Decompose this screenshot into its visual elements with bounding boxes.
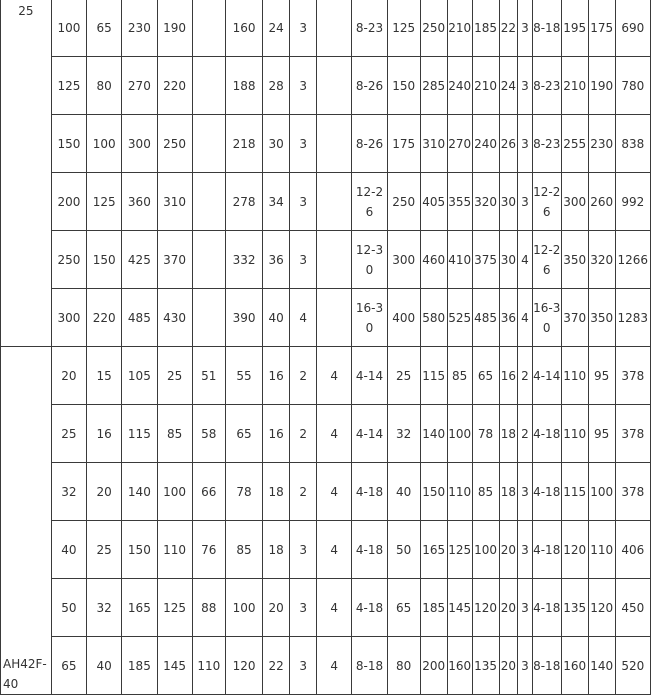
table-cell: 40 (51, 521, 86, 579)
table-cell: 230 (122, 0, 157, 57)
table-cell: 3 (290, 0, 317, 57)
table-cell: 4 (317, 521, 352, 579)
table-cell: 36 (263, 231, 290, 289)
table-row (1, 231, 651, 289)
table-cell: 485 (122, 289, 157, 347)
table-cell: 220 (157, 57, 192, 115)
table-cell: 8-23 (532, 57, 561, 115)
table-cell: 20 (263, 579, 290, 637)
table-cell (317, 289, 352, 347)
table-cell: 120 (588, 579, 615, 637)
table-cell: 15 (87, 347, 122, 405)
table-cell: 32 (387, 405, 420, 463)
table-cell: 4 (518, 289, 533, 347)
table-cell: 8-23 (352, 0, 387, 57)
table-cell: 115 (561, 463, 588, 521)
table-cell: 18 (499, 463, 518, 521)
table-cell: 16 (263, 347, 290, 405)
table-cell: 185 (420, 579, 447, 637)
table-cell: 22 (499, 0, 518, 57)
model-cell (1, 0, 52, 347)
table-cell: 780 (615, 57, 650, 115)
table-cell: 80 (87, 57, 122, 115)
table-cell: 95 (588, 347, 615, 405)
table-cell: 1283 (615, 289, 650, 347)
table-cell: 255 (561, 115, 588, 173)
table-cell: 85 (447, 347, 472, 405)
table-row (1, 521, 651, 579)
table-cell: 8-23 (532, 115, 561, 173)
table-cell: 100 (51, 0, 86, 57)
table-cell: 190 (157, 0, 192, 57)
table-cell: 175 (387, 115, 420, 173)
table-cell: 20 (499, 637, 518, 695)
table-cell: 3 (518, 115, 533, 173)
table-cell: 4-18 (532, 405, 561, 463)
table-cell: 20 (499, 579, 518, 637)
table-cell: 4-18 (352, 579, 387, 637)
table-cell: 410 (447, 231, 472, 289)
table-cell: 110 (561, 347, 588, 405)
table-cell: 100 (87, 115, 122, 173)
table-cell: 450 (615, 579, 650, 637)
table-cell: 100 (588, 463, 615, 521)
table-cell: 150 (387, 57, 420, 115)
table-cell: 25 (51, 405, 86, 463)
table-cell: 285 (420, 57, 447, 115)
table-cell: 218 (225, 115, 262, 173)
table-cell: 430 (157, 289, 192, 347)
table-cell: 406 (615, 521, 650, 579)
table-cell: 320 (588, 231, 615, 289)
table-cell: 190 (588, 57, 615, 115)
table-cell: 55 (225, 347, 262, 405)
table-cell (192, 231, 225, 289)
table-cell: 165 (420, 521, 447, 579)
table-cell: 240 (472, 115, 499, 173)
table-cell: 520 (615, 637, 650, 695)
table-cell: 95 (588, 405, 615, 463)
table-row (1, 57, 651, 115)
table-cell: 110 (561, 405, 588, 463)
table-cell (192, 0, 225, 57)
table-cell: 8-18 (352, 637, 387, 695)
table-row (1, 463, 651, 521)
table-cell: 2 (290, 463, 317, 521)
table-cell: 120 (561, 521, 588, 579)
table-cell: 300 (561, 173, 588, 231)
table-cell: 76 (192, 521, 225, 579)
table-cell: 690 (615, 0, 650, 57)
table-row (1, 115, 651, 173)
table-cell: 240 (447, 57, 472, 115)
table-cell: 18 (499, 405, 518, 463)
table-cell: 110 (192, 637, 225, 695)
table-cell: 32 (87, 579, 122, 637)
table-cell: 140 (420, 405, 447, 463)
table-cell: 150 (420, 463, 447, 521)
table-cell: 160 (447, 637, 472, 695)
table-cell: 165 (122, 579, 157, 637)
table-cell: 160 (561, 637, 588, 695)
table-cell: 24 (263, 0, 290, 57)
table-cell: 210 (561, 57, 588, 115)
table-cell: 580 (420, 289, 447, 347)
table-cell: 220 (87, 289, 122, 347)
table-cell: 4 (518, 231, 533, 289)
table-cell: 195 (561, 0, 588, 57)
table-cell: 4-18 (352, 463, 387, 521)
table-row (1, 347, 651, 405)
table-cell: 34 (263, 173, 290, 231)
table-cell: 8-26 (352, 57, 387, 115)
table-cell: 2 (518, 405, 533, 463)
table-cell: 378 (615, 347, 650, 405)
table-cell: 8-18 (532, 0, 561, 57)
table-cell: 135 (472, 637, 499, 695)
table-cell: 355 (447, 173, 472, 231)
table-cell: 12-26 (532, 173, 561, 231)
table-cell: 22 (263, 637, 290, 695)
table-cell: 105 (122, 347, 157, 405)
table-cell: 4-14 (352, 347, 387, 405)
table-cell: 378 (615, 463, 650, 521)
table-cell: 36 (499, 289, 518, 347)
table-cell (317, 115, 352, 173)
table-cell: 125 (87, 173, 122, 231)
table-cell: 310 (157, 173, 192, 231)
table-cell (192, 289, 225, 347)
table-cell: 370 (561, 289, 588, 347)
table-cell: 12-26 (532, 231, 561, 289)
table-cell: 115 (122, 405, 157, 463)
table-cell: 250 (420, 0, 447, 57)
table-cell: 4 (290, 289, 317, 347)
table-cell (317, 0, 352, 57)
table-cell: 8-26 (352, 115, 387, 173)
table-cell: 3 (290, 115, 317, 173)
table-cell: 65 (387, 579, 420, 637)
table-cell: 40 (263, 289, 290, 347)
table-cell: 270 (122, 57, 157, 115)
table-cell: 25 (387, 347, 420, 405)
table-cell: 110 (588, 521, 615, 579)
table-cell: 3 (518, 173, 533, 231)
table-cell: 370 (157, 231, 192, 289)
table-cell (192, 173, 225, 231)
table-cell: 3 (518, 463, 533, 521)
table-cell: 65 (87, 0, 122, 57)
table-cell: 230 (588, 115, 615, 173)
table-cell: 332 (225, 231, 262, 289)
table-cell: 78 (225, 463, 262, 521)
table-cell: 18 (263, 463, 290, 521)
table-cell: 485 (472, 289, 499, 347)
table-cell: 140 (122, 463, 157, 521)
table-cell: 4 (317, 579, 352, 637)
table-cell: 460 (420, 231, 447, 289)
table-cell: 40 (387, 463, 420, 521)
table-cell: 375 (472, 231, 499, 289)
table-cell: 30 (499, 231, 518, 289)
table-cell: 260 (588, 173, 615, 231)
table-body (1, 0, 651, 695)
table-cell: 400 (387, 289, 420, 347)
table-cell: 425 (122, 231, 157, 289)
table-cell: 188 (225, 57, 262, 115)
table-cell: 20 (87, 463, 122, 521)
table-cell: 4-14 (532, 347, 561, 405)
table-cell: 525 (447, 289, 472, 347)
table-cell: 3 (290, 57, 317, 115)
table-cell (317, 173, 352, 231)
table-cell: 310 (420, 115, 447, 173)
table-cell: 378 (615, 405, 650, 463)
table-cell: 65 (472, 347, 499, 405)
table-cell: 66 (192, 463, 225, 521)
table-cell: 278 (225, 173, 262, 231)
table-row (1, 289, 651, 347)
table-cell: 65 (225, 405, 262, 463)
table-cell: 16-30 (532, 289, 561, 347)
table-cell: 3 (518, 0, 533, 57)
table-cell: 150 (51, 115, 86, 173)
table-cell: 16-30 (352, 289, 387, 347)
table-cell: 3 (290, 521, 317, 579)
table-cell: 78 (472, 405, 499, 463)
table-cell: 100 (447, 405, 472, 463)
table-cell (317, 231, 352, 289)
table-cell: 3 (290, 579, 317, 637)
table-cell (317, 57, 352, 115)
table-cell: 210 (472, 57, 499, 115)
table-cell: 50 (51, 579, 86, 637)
table-cell: 145 (447, 579, 472, 637)
table-cell: 100 (472, 521, 499, 579)
table-cell: 28 (263, 57, 290, 115)
table-cell: 12-30 (352, 231, 387, 289)
table-cell: 135 (561, 579, 588, 637)
table-cell: 16 (499, 347, 518, 405)
table-cell: 58 (192, 405, 225, 463)
table-cell: 4 (317, 637, 352, 695)
table-cell: 20 (499, 521, 518, 579)
table-cell: 125 (51, 57, 86, 115)
table-cell: 360 (122, 173, 157, 231)
table-cell: 350 (561, 231, 588, 289)
table-cell: 185 (122, 637, 157, 695)
table-cell: 3 (290, 173, 317, 231)
table-cell: 100 (225, 579, 262, 637)
table-cell: 4-18 (352, 521, 387, 579)
model-label: 25 (18, 4, 34, 18)
table-cell: 250 (51, 231, 86, 289)
table-cell: 320 (472, 173, 499, 231)
table-row (1, 0, 651, 57)
table-cell: 18 (263, 521, 290, 579)
table-cell: 3 (290, 231, 317, 289)
table-cell: 150 (87, 231, 122, 289)
table-cell: 250 (157, 115, 192, 173)
table-cell: 140 (588, 637, 615, 695)
table-cell: 120 (225, 637, 262, 695)
table-cell: 110 (157, 521, 192, 579)
table-cell: 3 (518, 579, 533, 637)
table-cell: 120 (472, 579, 499, 637)
table-cell: 80 (387, 637, 420, 695)
table-cell: 1266 (615, 231, 650, 289)
table-row (1, 579, 651, 637)
table-cell: 270 (447, 115, 472, 173)
table-cell: 30 (499, 173, 518, 231)
table-cell: 2 (518, 347, 533, 405)
table-cell: 32 (51, 463, 86, 521)
table-cell: 3 (518, 57, 533, 115)
table-cell: 300 (387, 231, 420, 289)
table-cell: 3 (290, 637, 317, 695)
table-cell: 40 (87, 637, 122, 695)
table-cell: 2 (290, 347, 317, 405)
table-cell: 300 (51, 289, 86, 347)
table-cell: 250 (387, 173, 420, 231)
table-cell: 85 (472, 463, 499, 521)
table-cell: 405 (420, 173, 447, 231)
table-cell: 4 (317, 463, 352, 521)
table-cell: 125 (447, 521, 472, 579)
table-cell: 88 (192, 579, 225, 637)
table-cell: 838 (615, 115, 650, 173)
table-cell: 115 (420, 347, 447, 405)
table-row (1, 405, 651, 463)
table-cell: 200 (51, 173, 86, 231)
table-cell: 160 (225, 0, 262, 57)
table-cell: 4-18 (532, 521, 561, 579)
table-cell: 125 (157, 579, 192, 637)
table-cell: 20 (51, 347, 86, 405)
table-cell: 200 (420, 637, 447, 695)
model-label: AH42F-40 (3, 657, 47, 691)
table-cell: 4-18 (532, 579, 561, 637)
table-cell: 16 (87, 405, 122, 463)
table-cell: 85 (225, 521, 262, 579)
table-cell: 110 (447, 463, 472, 521)
table-cell: 24 (499, 57, 518, 115)
table-cell: 25 (87, 521, 122, 579)
table-cell: 185 (472, 0, 499, 57)
table-cell: 2 (290, 405, 317, 463)
table-cell: 50 (387, 521, 420, 579)
table-cell: 4 (317, 405, 352, 463)
table-cell (192, 57, 225, 115)
table-cell: 175 (588, 0, 615, 57)
table-row (1, 173, 651, 231)
table-cell: 26 (499, 115, 518, 173)
table-cell: 145 (157, 637, 192, 695)
table-cell: 85 (157, 405, 192, 463)
table-cell (192, 115, 225, 173)
table-cell: 4 (317, 347, 352, 405)
table-cell: 51 (192, 347, 225, 405)
table-cell: 3 (518, 637, 533, 695)
table-cell: 300 (122, 115, 157, 173)
table-cell: 350 (588, 289, 615, 347)
table-cell: 3 (518, 521, 533, 579)
table-cell: 125 (387, 0, 420, 57)
table-cell: 4-14 (352, 405, 387, 463)
table-cell: 25 (157, 347, 192, 405)
table-cell: 150 (122, 521, 157, 579)
table-cell: 390 (225, 289, 262, 347)
table-cell: 210 (447, 0, 472, 57)
table-cell: 65 (51, 637, 86, 695)
table-cell: 12-26 (352, 173, 387, 231)
table-cell: 4-18 (532, 463, 561, 521)
model-cell (1, 347, 52, 695)
table-cell: 100 (157, 463, 192, 521)
table-cell: 16 (263, 405, 290, 463)
table-cell: 8-18 (532, 637, 561, 695)
table-cell: 992 (615, 173, 650, 231)
table-cell: 30 (263, 115, 290, 173)
table-row (1, 637, 651, 695)
